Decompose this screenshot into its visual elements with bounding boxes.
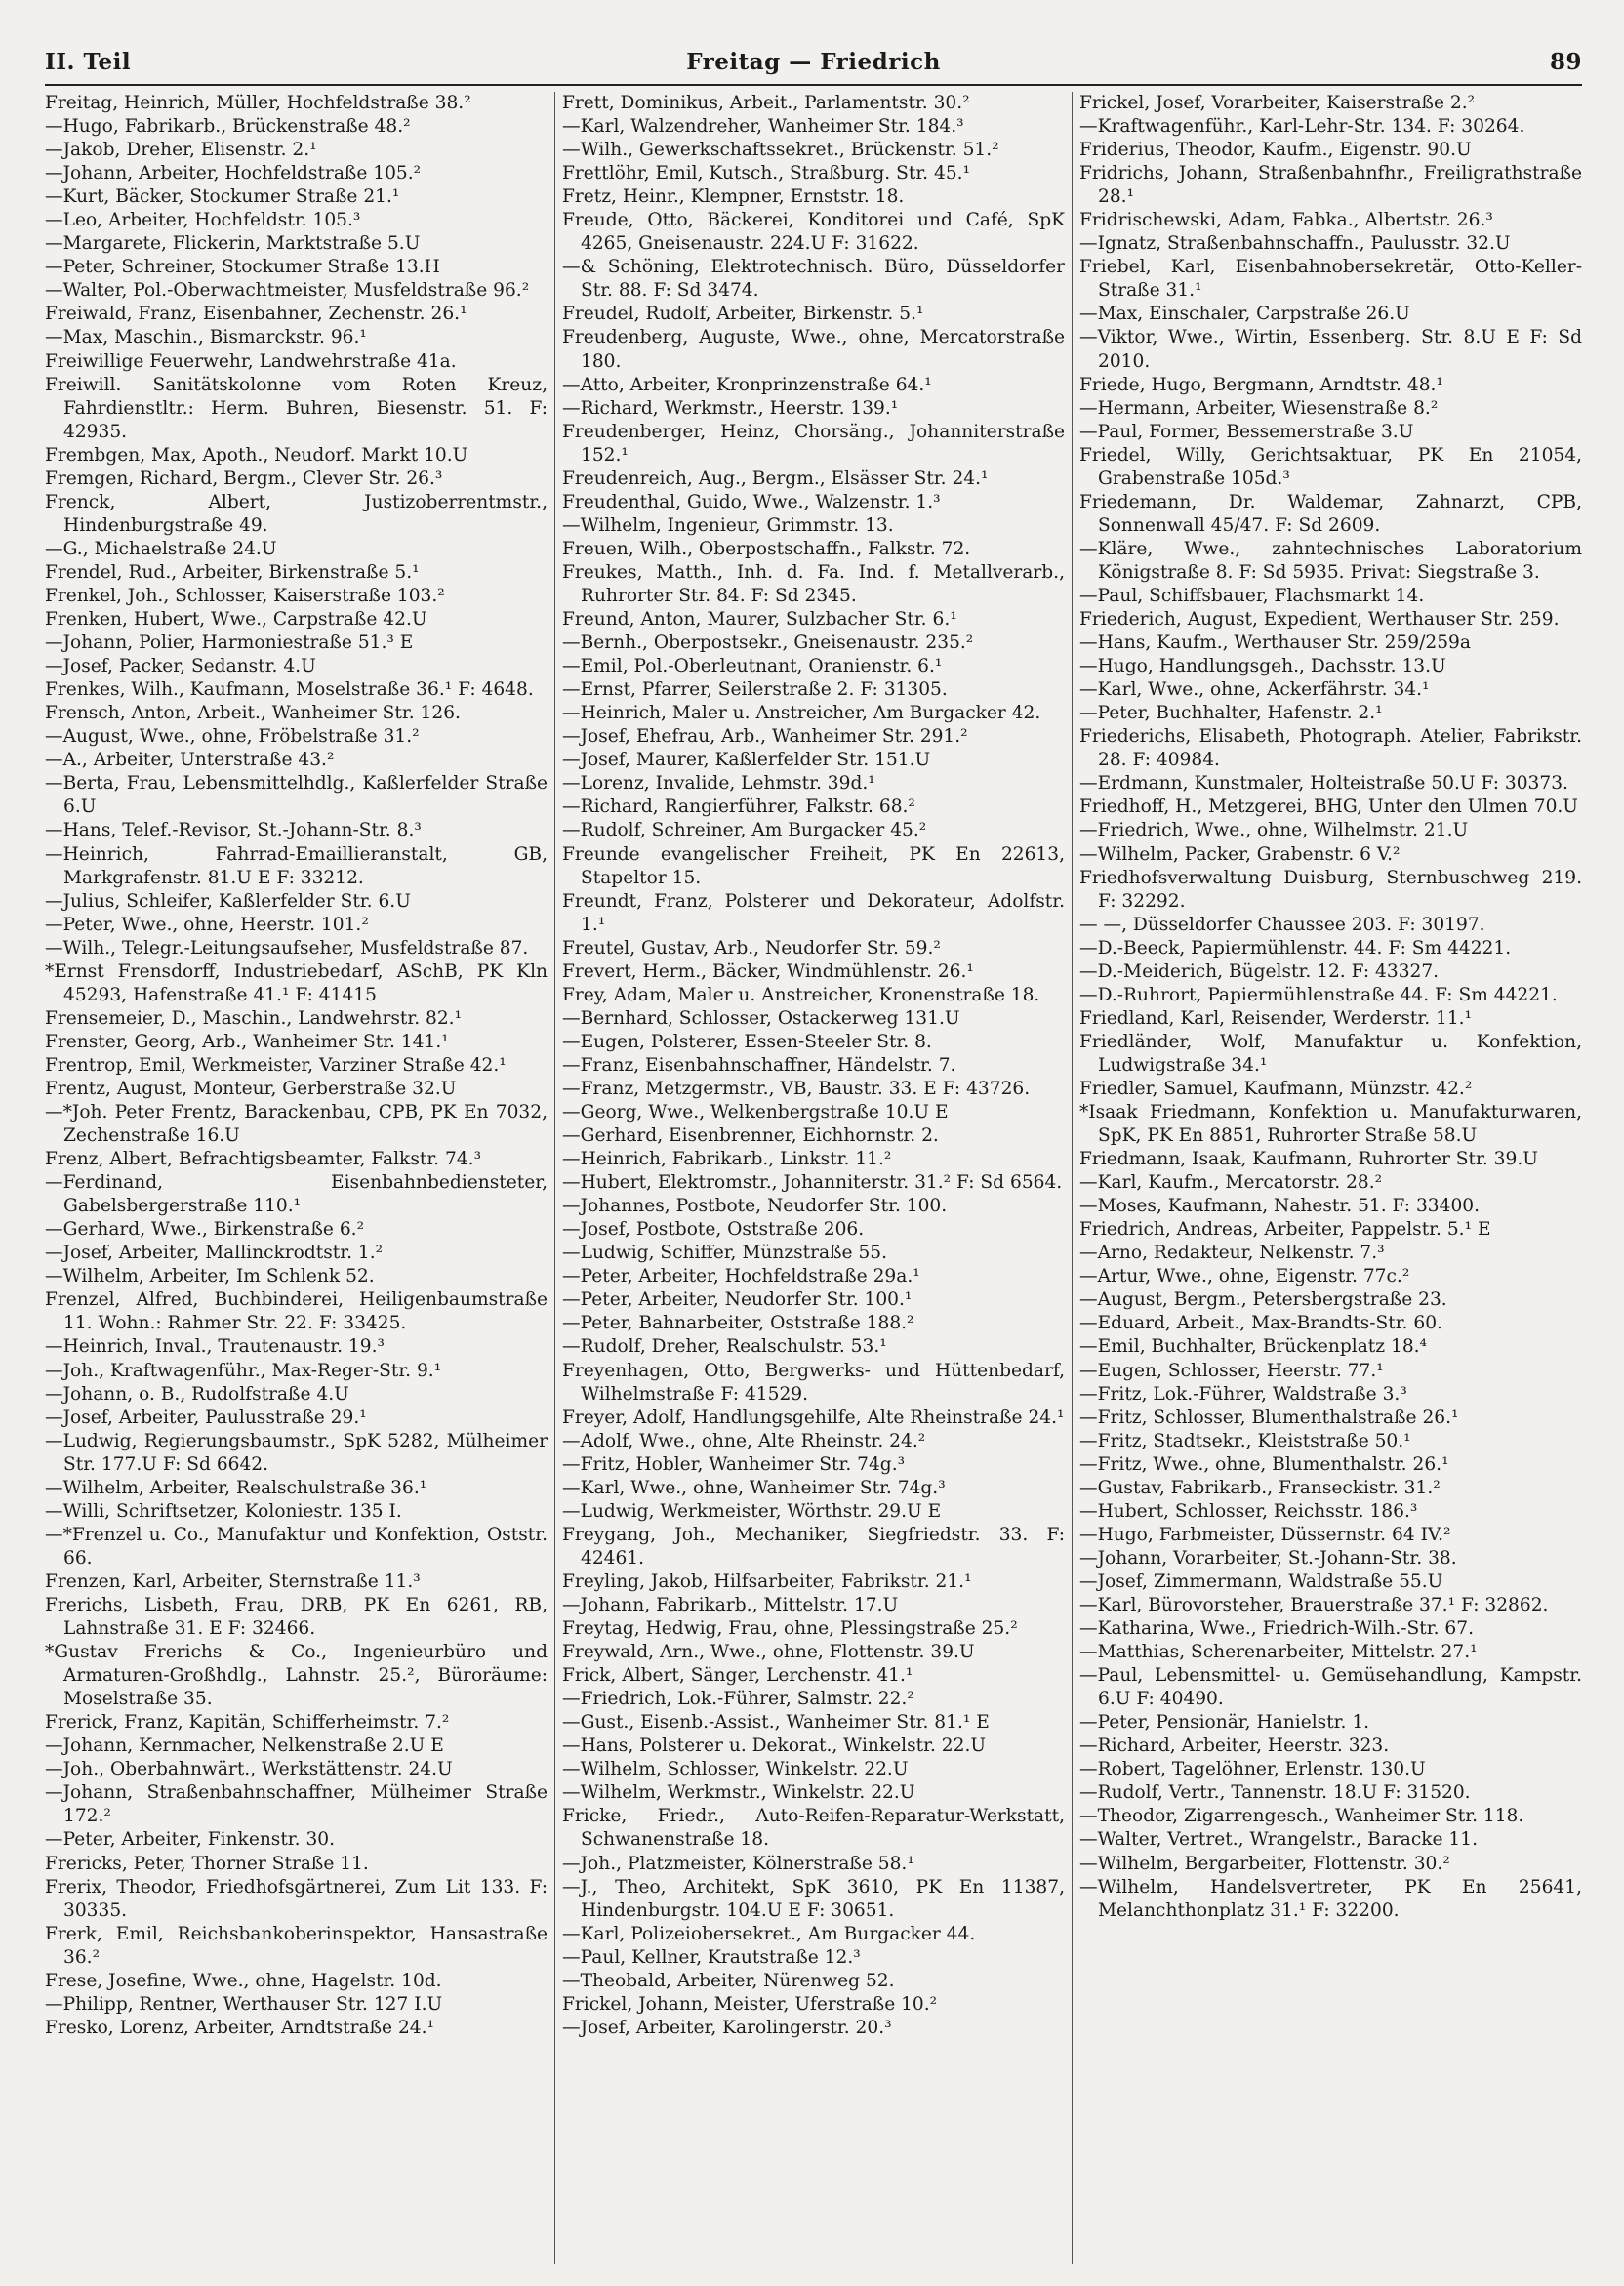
directory-entry: Frericks, Peter, Thorner Straße 11. (45, 1853, 369, 1874)
directory-entry: —D.-Beeck, Papiermühlenstr. 44. F: Sm 44221. (1079, 937, 1512, 959)
directory-entry: —Richard, Werkmstr., Heerstr. 139.¹ (562, 397, 899, 419)
directory-entry: —Hans, Telef.-Revisor, St.-Johann-Str. 8.³ (45, 820, 422, 841)
directory-entry: —G., Michaelstraße 24.U (45, 538, 277, 559)
directory-entry: Friderius, Theodor, Kaufm., Eigenstr. 90.U (1079, 140, 1472, 161)
directory-entry: Freude, Otto, Bäckerei, Konditorei und Café, SpK 4265, Gneisenaustr. 224.U F: 31622. (562, 210, 1065, 255)
directory-entry: —Paul, Kellner, Krautstraße 12.³ (562, 1946, 861, 1968)
directory-entry: Frentrop, Emil, Werkmeister, Varziner Straße 42.¹ (45, 1054, 507, 1076)
directory-entry: —August, Wwe., ohne, Fröbelstraße 31.² (45, 726, 420, 748)
directory-entry: —Karl, Wwe., ohne, Ackerfährstr. 34.¹ (1079, 679, 1430, 701)
directory-entry: —Wilh., Telegr.-Leitungsaufseher, Musfeldstraße 87. (45, 937, 529, 959)
directory-entry: —Johann, Polier, Harmoniestraße 51.³ E (45, 633, 414, 654)
directory-entry: Friebel, Karl, Eisenbahnobersekretär, Otto-Keller-Straße 31.¹ (1079, 257, 1582, 302)
directory-entry: —Karl, Kaufm., Mercatorstr. 28.² (1079, 1172, 1383, 1194)
directory-entry: Frenzel, Alfred, Buchbinderei, Heiligenbaumstraße 11. Wohn.: Rahmer Str. 22. F: 33425. (45, 1289, 548, 1334)
directory-entry: Friede, Hugo, Bergmann, Arndtstr. 48.¹ (1079, 374, 1443, 395)
directory-entry: —Paul, Lebensmittel- u. Gemüsehandlung, Kampstr. 6.U F: 40490. (1079, 1665, 1582, 1710)
directory-entry: —Matthias, Scherenarbeiter, Mittelstr. 27.¹ (1079, 1642, 1478, 1663)
directory-entry: —Heinrich, Maler u. Anstreicher, Am Burgacker 42. (562, 703, 1041, 724)
directory-entry: —Hubert, Elektromstr., Johanniterstr. 31.² F: Sd 6564. (562, 1172, 1063, 1194)
directory-entry: —Heinrich, Inval., Trautenaustr. 19.³ (45, 1336, 385, 1358)
directory-entry: —Joh., Oberbahnwärt., Werkstättenstr. 24.U (45, 1759, 453, 1780)
directory-entry: Frembgen, Max, Apoth., Neudorf. Markt 10.U (45, 444, 468, 466)
directory-entry: —Wilhelm, Ingenieur, Grimmstr. 13. (562, 514, 894, 536)
directory-entry: —Ludwig, Werkmeister, Wörthstr. 29.U E (562, 1500, 942, 1522)
directory-entry: Frerichs, Lisbeth, Frau, DRB, PK En 6261, RB, Lahnstraße 31. E F: 32466. (45, 1595, 548, 1640)
directory-entry: —Max, Einschaler, Carpstraße 26.U (1079, 304, 1410, 325)
directory-entry: Freudenthal, Guido, Wwe., Walzenstr. 1.³ (562, 491, 941, 512)
page-range: Freitag — Friedrich (686, 49, 941, 75)
section-label: II. Teil (45, 49, 132, 75)
directory-entry: *Gustav Frerichs & Co., Ingenieurbüro und Armaturen-Großhdlg., Lahnstr. 25.², Büroräume: Moselstraße 35. (45, 1642, 548, 1710)
directory-entry: —Emil, Pol.-Oberleutnant, Oranienstr. 6.¹ (562, 656, 943, 677)
directory-entry: —Emil, Buchhalter, Brückenplatz 18.⁴ (1079, 1336, 1428, 1358)
directory-entry: —Georg, Wwe., Welkenbergstraße 10.U E (562, 1102, 949, 1123)
directory-entry: Frenzen, Karl, Arbeiter, Sternstraße 11.³ (45, 1571, 421, 1592)
directory-entry: Freiwillige Feuerwehr, Landwehrstraße 41a. (45, 350, 457, 372)
directory-entry: —Johann, Fabrikarb., Mittelstr. 17.U (562, 1595, 899, 1615)
directory-entry: —Peter, Wwe., ohne, Heerstr. 101.² (45, 914, 369, 935)
directory-entry: Friedemann, Dr. Waldemar, Zahnarzt, CPB, Sonnenwall 45/47. F: Sd 2609. (1079, 491, 1582, 536)
directory-entry: Friederich, August, Expedient, Werthauser Str. 259. (1079, 609, 1560, 631)
directory-entry: —Wilhelm, Handelsvertreter, PK En 25641, Melanchthonplatz 31.¹ F: 32200. (1079, 1876, 1582, 1921)
directory-entry: —Ferdinand, Eisenbahnbediensteter, Gabelsbergerstraße 110.¹ (45, 1172, 548, 1217)
directory-entry: —Johannes, Postbote, Neudorfer Str. 100. (562, 1196, 948, 1217)
directory-entry: Friederichs, Elisabeth, Photograph. Atelier, Fabrikstr. 28. F: 40984. (1079, 726, 1582, 771)
directory-entry: —Karl, Polizeiobersekret., Am Burgacker 44. (562, 1923, 976, 1944)
directory-entry: —D.-Meiderich, Bügelstr. 12. F: 43327. (1079, 960, 1440, 982)
directory-entry: —Josef, Packer, Sedanstr. 4.U (45, 656, 316, 677)
directory-entry: —Atto, Arbeiter, Kronprinzenstraße 64.¹ (562, 374, 932, 395)
directory-entry: *Isaak Friedmann, Konfektion u. Manufakturwaren, SpK, PK En 8851, Ruhrorter Straße 58.U (1079, 1102, 1582, 1147)
column-divider (554, 92, 555, 2264)
directory-entry: —Johann, Vorarbeiter, St.-Johann-Str. 38. (1079, 1547, 1457, 1569)
directory-entry: —Hugo, Handlungsgeh., Dachsstr. 13.U (1079, 656, 1446, 677)
column-1 (45, 92, 548, 2264)
directory-entry: —Kläre, Wwe., zahntechnisches Laboratorium Königstraße 8. F: Sd 5935. Privat: Siegstraße 3. (1079, 538, 1582, 583)
directory-entry: —Franz, Eisenbahnschaffner, Händelstr. 7. (562, 1054, 956, 1076)
directory-entry: Frenster, Georg, Arb., Wanheimer Str. 141.¹ (45, 1031, 449, 1052)
directory-entry: Freudenberg, Auguste, Wwe., ohne, Mercatorstraße 180. (562, 327, 1065, 372)
directory-entry: —Julius, Schleifer, Kaßlerfelder Str. 6.U (45, 890, 411, 912)
directory-entry: —Johann, Arbeiter, Hochfeldstraße 105.² (45, 163, 422, 184)
directory-entry: —Paul, Former, Bessemerstraße 3.U (1079, 421, 1414, 442)
directory-entry: —Hubert, Schlosser, Reichsstr. 186.³ (1079, 1500, 1418, 1522)
directory-entry: —Ernst, Pfarrer, Seilerstraße 2. F: 31305. (562, 679, 948, 701)
directory-entry: —Fritz, Hobler, Wanheimer Str. 74g.³ (562, 1453, 906, 1475)
directory-entry: —Friedrich, Lok.-Führer, Salmstr. 22.² (562, 1689, 914, 1710)
directory-entry: —Adolf, Wwe., ohne, Alte Rheinstr. 24.² (562, 1430, 926, 1451)
directory-entry: —Bernh., Oberpostsekr., Gneisenaustr. 235.² (562, 633, 974, 654)
directory-entry: —Kurt, Bäcker, Stockumer Straße 21.¹ (45, 186, 400, 208)
directory-entry: Freukes, Matth., Inh. d. Fa. Ind. f. Metallverarb., Ruhrorter Str. 84. F: Sd 2345. (562, 561, 1065, 606)
directory-entry: Freunde evangelischer Freiheit, PK En 22613, Stapeltor 15. (562, 843, 1065, 888)
directory-entry: —Peter, Arbeiter, Neudorfer Str. 100.¹ (562, 1289, 913, 1311)
directory-entry: Freutel, Gustav, Arb., Neudorfer Str. 59.² (562, 937, 941, 959)
column-2 (562, 92, 1065, 2264)
directory-entry: Frevert, Herm., Bäcker, Windmühlenstr. 26.¹ (562, 960, 974, 982)
directory-entry: Freund, Anton, Maurer, Sulzbacher Str. 6.¹ (562, 609, 957, 631)
directory-entry: Frerk, Emil, Reichsbankoberinspektor, Hansastraße 36.² (45, 1923, 548, 1968)
directory-entry: —Franz, Metzgermstr., VB, Baustr. 33. E F: 43726. (562, 1078, 1031, 1099)
directory-entry: —Eduard, Arbeit., Max-Brandts-Str. 60. (1079, 1313, 1442, 1334)
directory-entry: —Friedrich, Wwe., ohne, Wilhelmstr. 21.U (1079, 820, 1469, 841)
directory-entry: —Jakob, Dreher, Elisenstr. 2.¹ (45, 140, 317, 161)
directory-entry: —Peter, Arbeiter, Finkenstr. 30. (45, 1829, 336, 1851)
directory-entry: —Johann, Kernmacher, Nelkenstraße 2.U E (45, 1735, 444, 1757)
directory-entry: Frerick, Franz, Kapitän, Schifferheimstr. 7.² (45, 1712, 450, 1734)
directory-entry: —Johann, o. B., Rudolfstraße 4.U (45, 1383, 349, 1405)
directory-entry: Fresko, Lorenz, Arbeiter, Arndtstraße 24.¹ (45, 2017, 434, 2038)
directory-entry: Frey, Adam, Maler u. Anstreicher, Kronenstraße 18. (562, 984, 1040, 1005)
directory-entry: — —, Düsseldorfer Chaussee 203. F: 30197. (1079, 914, 1485, 935)
directory-entry: —Peter, Bahnarbeiter, Oststraße 188.² (562, 1313, 914, 1334)
directory-entry: —Gerhard, Wwe., Birkenstraße 6.² (45, 1219, 365, 1241)
directory-columns (45, 92, 1582, 2264)
directory-entry: Friedhofsverwaltung Duisburg, Sternbuschweg 219. F: 32292. (1079, 867, 1582, 912)
directory-entry: —Ludwig, Regierungsbaumstr., SpK 5282, Mülheimer Str. 177.U F: Sd 6642. (45, 1430, 548, 1475)
directory-entry: —Wilhelm, Arbeiter, Im Schlenk 52. (45, 1266, 375, 1287)
column-3 (1079, 92, 1582, 2264)
directory-entry: *Ernst Frensdorff, Industriebedarf, ASchB, PK Kln 45293, Hafenstraße 41.¹ F: 41415 (45, 960, 548, 1005)
directory-entry: —Eugen, Schlosser, Heerstr. 77.¹ (1079, 1360, 1384, 1381)
directory-entry: Freudenberger, Heinz, Chorsäng., Johanniterstraße 152.¹ (562, 421, 1065, 466)
directory-entry: Frensemeier, D., Maschin., Landwehrstr. 82.¹ (45, 1007, 463, 1029)
directory-entry: —Wilhelm, Schlosser, Winkelstr. 22.U (562, 1759, 909, 1780)
directory-entry: —Viktor, Wwe., Wirtin, Essenberg. Str. 8.U E F: Sd 2010. (1079, 327, 1582, 372)
directory-entry: —Hans, Polsterer u. Dekorat., Winkelstr. 22.U (562, 1735, 987, 1757)
directory-entry: —Johann, Straßenbahnschaffner, Mülheimer Straße 172.² (45, 1782, 548, 1827)
directory-entry: —Josef, Maurer, Kaßlerfelder Str. 151.U (562, 750, 931, 771)
directory-entry: —Theodor, Zigarrengesch., Wanheimer Str. 118. (1079, 1806, 1524, 1827)
directory-entry: —A., Arbeiter, Unterstraße 43.² (45, 750, 335, 771)
directory-entry: —Heinrich, Fabrikarb., Linkstr. 11.² (562, 1149, 892, 1170)
directory-entry: —Walter, Vertret., Wrangelstr., Baracke 11. (1079, 1829, 1478, 1851)
directory-entry: —Josef, Postbote, Oststraße 206. (562, 1219, 865, 1241)
page-header (45, 45, 1582, 86)
directory-entry: Freuen, Wilh., Oberpostschaffn., Falkstr. 72. (562, 538, 971, 559)
directory-entry: —Wilhelm, Packer, Grabenstr. 6 V.² (1079, 843, 1401, 865)
directory-entry: Frensch, Anton, Arbeit., Wanheimer Str. 126. (45, 703, 461, 724)
directory-entry: —Peter, Arbeiter, Hochfeldstraße 29a.¹ (562, 1266, 920, 1287)
directory-entry: Freyling, Jakob, Hilfsarbeiter, Fabrikstr. 21.¹ (562, 1571, 972, 1592)
directory-entry: —August, Bergm., Petersbergstraße 23. (1079, 1289, 1447, 1311)
directory-entry: —Katharina, Wwe., Friedrich-Wilh.-Str. 67. (1079, 1618, 1475, 1640)
directory-entry: —Karl, Walzendreher, Wanheimer Str. 184.³ (562, 116, 964, 138)
directory-entry: —Arno, Redakteur, Nelkenstr. 7.³ (1079, 1243, 1385, 1264)
directory-entry: —Philipp, Rentner, Werthauser Str. 127 I.U (45, 1993, 443, 2015)
directory-entry: —Hugo, Farbmeister, Düssernstr. 64 IV.² (1079, 1524, 1451, 1545)
directory-entry: Frenkel, Joh., Schlosser, Kaiserstraße 103.² (45, 585, 445, 606)
directory-entry: —Willi, Schriftsetzer, Koloniestr. 135 I. (45, 1500, 402, 1522)
directory-entry: —Lorenz, Invalide, Lehmstr. 39d.¹ (562, 773, 875, 795)
directory-entry: Freudenreich, Aug., Bergm., Elsässer Str. 24.¹ (562, 468, 989, 489)
directory-entry: Fremgen, Richard, Bergm., Clever Str. 26.³ (45, 468, 443, 489)
directory-entry: —Margarete, Flickerin, Marktstraße 5.U (45, 233, 421, 255)
directory-entry: Frenck, Albert, Justizoberrentmstr., Hindenburgstraße 49. (45, 491, 548, 536)
directory-entry: —Hans, Kaufm., Werthauser Str. 259/259a (1079, 633, 1471, 654)
directory-entry: —Moses, Kaufmann, Nahestr. 51. F: 33400. (1079, 1196, 1481, 1217)
directory-entry: Frerix, Theodor, Friedhofsgärtnerei, Zum Lit 133. F: 30335. (45, 1876, 548, 1921)
directory-entry: Freywald, Arn., Wwe., ohne, Flottenstr. 39.U (562, 1642, 975, 1663)
directory-entry: Frickel, Johann, Meister, Uferstraße 10.² (562, 1993, 938, 2015)
directory-entry: Frentz, August, Monteur, Gerberstraße 32.U (45, 1078, 457, 1099)
column-divider (1072, 92, 1073, 2264)
directory-entry: Fridrischewski, Adam, Fabka., Albertstr. 26.³ (1079, 210, 1493, 231)
directory-entry: —Heinrich, Fahrrad-Emaillieranstalt, GB, Markgrafenstr. 81.U E F: 33212. (45, 843, 548, 888)
directory-entry: Frendel, Rud., Arbeiter, Birkenstraße 5.¹ (45, 561, 420, 583)
page-number: 89 (1549, 49, 1582, 75)
directory-entry: Freyenhagen, Otto, Bergwerks- und Hüttenbedarf, Wilhelmstraße F: 41529. (562, 1360, 1065, 1405)
directory-entry: Fricke, Friedr., Auto-Reifen-Reparatur-Werkstatt, Schwanenstraße 18. (562, 1806, 1065, 1851)
directory-entry: Friedhoff, H., Metzgerei, BHG, Unter den Ulmen 70.U (1079, 796, 1578, 818)
directory-entry: —J., Theo, Architekt, SpK 3610, PK En 11387, Hindenburgstr. 104.U E F: 30651. (562, 1876, 1065, 1921)
directory-entry: —Paul, Schiffsbauer, Flachsmarkt 14. (1079, 585, 1425, 606)
directory-entry: Freudel, Rudolf, Arbeiter, Birkenstr. 5.¹ (562, 304, 924, 325)
directory-entry: —Josef, Arbeiter, Paulusstraße 29.¹ (45, 1407, 367, 1428)
directory-entry: Frickel, Josef, Vorarbeiter, Kaiserstraße 2.² (1079, 93, 1476, 113)
directory-entry: —Fritz, Schlosser, Blumenthalstraße 26.¹ (1079, 1407, 1459, 1428)
directory-entry: —Wilhelm, Werkmstr., Winkelstr. 22.U (562, 1782, 915, 1804)
directory-entry: —Ignatz, Straßenbahnschaffn., Paulusstr. 32.U (1079, 233, 1511, 255)
directory-entry: —Wilh., Gewerkschaftssekret., Brückenstr. 51.² (562, 140, 999, 161)
directory-entry: —& Schöning, Elektrotechnisch. Büro, Düsseldorfer Str. 88. F: Sd 3474. (562, 257, 1065, 302)
directory-entry: —Josef, Ehefrau, Arb., Wanheimer Str. 291.² (562, 726, 968, 748)
directory-entry: —Richard, Arbeiter, Heerstr. 323. (1079, 1735, 1390, 1757)
directory-entry: Friedmann, Isaak, Kaufmann, Ruhrorter Str. 39.U (1079, 1149, 1538, 1170)
directory-entry: —Erdmann, Kunstmaler, Holteistraße 50.U F: 30373. (1079, 773, 1568, 795)
directory-entry: Frenkes, Wilh., Kaufmann, Moselstraße 36.¹ F: 4648. (45, 679, 534, 701)
directory-entry: Frettlöhr, Emil, Kutsch., Straßburg. Str. 45.¹ (562, 163, 971, 184)
directory-entry: —Rudolf, Dreher, Realschulstr. 53.¹ (562, 1336, 887, 1358)
directory-entry: —Theobald, Arbeiter, Nürenweg 52. (562, 1970, 895, 1991)
directory-entry: —Bernhard, Schlosser, Ostackerweg 131.U (562, 1007, 960, 1029)
directory-entry: —Berta, Frau, Lebensmittelhdlg., Kaßlerfelder Straße 6.U (45, 773, 548, 818)
directory-entry: Freyer, Adolf, Handlungsgehilfe, Alte Rheinstraße 24.¹ (562, 1407, 1065, 1428)
directory-entry: —Karl, Wwe., ohne, Wanheimer Str. 74g.³ (562, 1477, 946, 1498)
directory-entry: Friedländer, Wolf, Manufaktur u. Konfektion, Ludwigstraße 34.¹ (1079, 1031, 1582, 1076)
directory-entry: Fretz, Heinr., Klempner, Ernststr. 18. (562, 186, 905, 208)
directory-entry: —Walter, Pol.-Oberwachtmeister, Musfeldstraße 96.² (45, 280, 530, 302)
directory-entry: Freygang, Joh., Mechaniker, Siegfriedstr. 33. F: 42461. (562, 1524, 1065, 1569)
directory-entry: —Fritz, Stadtsekr., Kleiststraße 50.¹ (1079, 1430, 1411, 1451)
directory-entry: —Rudolf, Schreiner, Am Burgacker 45.² (562, 820, 927, 841)
directory-entry: —Gust., Eisenb.-Assist., Wanheimer Str. 81.¹ E (562, 1712, 990, 1734)
directory-entry: —Peter, Schreiner, Stockumer Straße 13.H (45, 257, 440, 278)
directory-entry: Friedland, Karl, Reisender, Werderstr. 11.¹ (1079, 1007, 1473, 1029)
directory-entry: —Joh., Kraftwagenführ., Max-Reger-Str. 9.¹ (45, 1360, 442, 1381)
directory-entry: —*Joh. Peter Frentz, Barackenbau, CPB, PK En 7032, Zechenstraße 16.U (45, 1102, 548, 1147)
directory-entry: —Gustav, Fabrikarb., Franseckistr. 31.² (1079, 1477, 1441, 1498)
directory-entry: —Richard, Rangierführer, Falkstr. 68.² (562, 796, 915, 818)
directory-entry: —Fritz, Wwe., ohne, Blumenthalstr. 26.¹ (1079, 1453, 1449, 1475)
directory-entry: —Ludwig, Schiffer, Münzstraße 55. (562, 1243, 888, 1264)
directory-entry: —Hugo, Fabrikarb., Brückenstraße 48.² (45, 116, 411, 138)
directory-entry: Friedrich, Andreas, Arbeiter, Pappelstr. 5.¹ E (1079, 1219, 1491, 1241)
directory-entry: —*Frenzel u. Co., Manufaktur und Konfektion, Oststr. 66. (45, 1524, 548, 1569)
directory-entry: —D.-Ruhrort, Papiermühlenstraße 44. F: Sm 44221. (1079, 984, 1558, 1005)
directory-entry: —Kraftwagenführ., Karl-Lehr-Str. 134. F: 30264. (1079, 116, 1525, 138)
directory-entry: —Max, Maschin., Bismarckstr. 96.¹ (45, 327, 367, 348)
directory-entry: Freitag, Heinrich, Müller, Hochfeldstraße 38.² (45, 93, 471, 113)
directory-entry: —Artur, Wwe., ohne, Eigenstr. 77c.² (1079, 1266, 1410, 1287)
directory-entry: Frese, Josefine, Wwe., ohne, Hagelstr. 10d. (45, 1970, 442, 1991)
directory-entry: —Wilhelm, Bergarbeiter, Flottenstr. 30.² (1079, 1853, 1450, 1874)
directory-entry: Frett, Dominikus, Arbeit., Parlamentstr. 30.² (562, 93, 970, 113)
directory-entry: —Leo, Arbeiter, Hochfeldstr. 105.³ (45, 210, 361, 231)
directory-entry: Freytag, Hedwig, Frau, ohne, Plessingstraße 25.² (562, 1618, 1018, 1640)
directory-entry: —Hermann, Arbeiter, Wiesenstraße 8.² (1079, 397, 1439, 419)
directory-entry: Freiwill. Sanitätskolonne vom Roten Kreuz, Fahrdienstltr.: Herm. Buhren, Biesenstr. 51. F: 42935. (45, 374, 548, 442)
directory-entry: —Gerhard, Eisenbrenner, Eichhornstr. 2. (562, 1125, 939, 1147)
directory-entry: —Fritz, Lok.-Führer, Waldstraße 3.³ (1079, 1383, 1407, 1405)
directory-entry: —Joh., Platzmeister, Kölnerstraße 58.¹ (562, 1853, 914, 1874)
directory-entry: —Josef, Arbeiter, Mallinckrodtstr. 1.² (45, 1243, 384, 1264)
directory-entry: —Robert, Tagelöhner, Erlenstr. 130.U (1079, 1759, 1426, 1780)
directory-entry: Frenken, Hubert, Wwe., Carpstraße 42.U (45, 609, 427, 631)
directory-entry: —Josef, Zimmermann, Waldstraße 55.U (1079, 1571, 1443, 1592)
directory-entry: Frick, Albert, Sänger, Lerchenstr. 41.¹ (562, 1665, 914, 1687)
directory-entry: Friedel, Willy, Gerichtsaktuar, PK En 21054, Grabenstraße 105d.³ (1079, 444, 1582, 489)
directory-entry: Freiwald, Franz, Eisenbahner, Zechenstr. 26.¹ (45, 304, 467, 325)
directory-entry: Fridrichs, Johann, Straßenbahnfhr., Freiligrathstraße 28.¹ (1079, 163, 1582, 208)
directory-entry: Freundt, Franz, Polsterer und Dekorateur, Adolfstr. 1.¹ (562, 890, 1065, 935)
directory-entry: Frenz, Albert, Befrachtigsbeamter, Falkstr. 74.³ (45, 1149, 482, 1170)
directory-entry: —Peter, Pensionär, Hanielstr. 1. (1079, 1712, 1370, 1734)
directory-entry: —Peter, Buchhalter, Hafenstr. 2.¹ (1079, 703, 1383, 724)
directory-entry: Friedler, Samuel, Kaufmann, Münzstr. 42.² (1079, 1078, 1473, 1099)
directory-entry: —Rudolf, Vertr., Tannenstr. 18.U F: 31520. (1079, 1782, 1471, 1804)
directory-entry: —Josef, Arbeiter, Karolingerstr. 20.³ (562, 2017, 892, 2038)
directory-entry: —Karl, Bürovorsteher, Brauerstraße 37.¹ F: 32862. (1079, 1595, 1549, 1615)
directory-entry: —Wilhelm, Arbeiter, Realschulstraße 36.¹ (45, 1477, 427, 1498)
directory-entry: —Eugen, Polsterer, Essen-Steeler Str. 8. (562, 1031, 932, 1052)
